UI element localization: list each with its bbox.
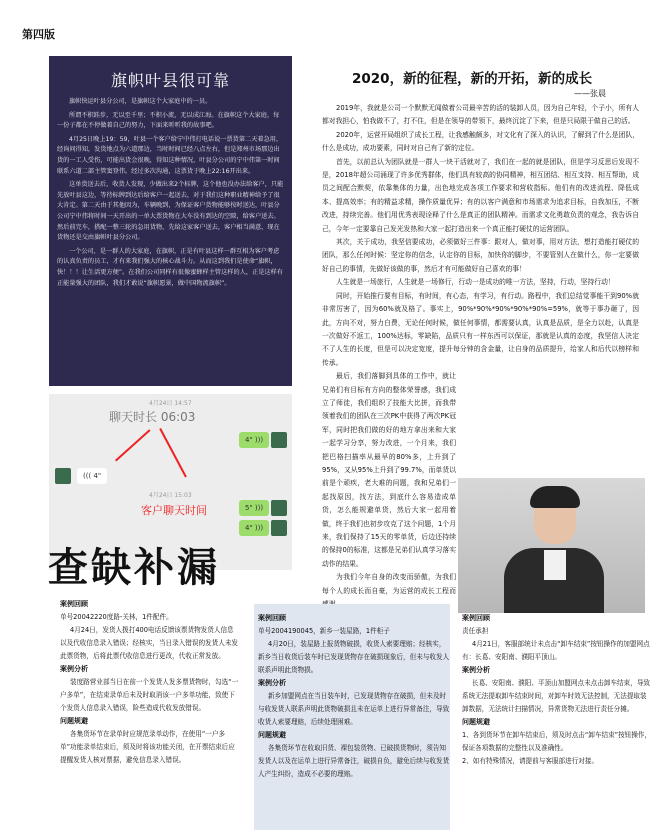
voice-wave-icon: ))) <box>254 504 264 512</box>
case-heading: 案例回顾 <box>258 614 286 622</box>
case-text: 2、如有特殊情况，请提前与客服部进行对接。 <box>462 757 599 765</box>
case-heading: 案例分析 <box>462 666 490 674</box>
voice-duration: 4" <box>245 524 253 532</box>
section-title: 查缺补漏 <box>48 545 220 591</box>
voice-message <box>239 500 269 516</box>
article-paragraph: 最后，我们落脚到具体的工作中，就让兄弟们有目标有方向的整体荣誉感，我们成立了师徒，我们组织了技能大比拼，而我带领着我们的团队在三次PK中获得了两次PK冠军，同时把我们做的好的地方拿出来和大家一起学习分享，努力改进，一个月来，我们把巴格扫描率从最早的80%多，上升到了95%，又从95%上升到了99.7%，而单货以前是个顽疾，老大难的问题，我和兄弟们一起找原因，找方法，到底什么容易造成单货，怎么能规避单货，然后大家一起用着做，终于我们也初步攻克了这个问题，1个月来，我们保持了15天的零单货，后边还持续的保持0的标准，这都是兄弟们认真学习落实动作的结果。 <box>322 372 456 568</box>
case-text: 单号2004190045，新乡一装屋路，1件柜子 <box>258 627 390 635</box>
case-text: 责任承担 <box>462 627 489 635</box>
case-heading: 案例分析 <box>60 665 88 673</box>
annotation-arrow <box>115 429 151 461</box>
article-author: ——张晨 <box>574 89 606 98</box>
case-text: 新乡加盟网点在当日装车时，已发现货物存在破损，但未及时与收发货人联系声明此货物破损且未在运单上进行异常备注，导致收货人索要理赔，后续处理困难。 <box>258 692 450 726</box>
left-story-paragraph: 这单货送去后，收货人发现，少做出来2个标牌，这个他也没办法给客户，只能先放叶县这边，等待标牌到达后给客户一起送去，对于我们这种职业精神给予了很大肯定。第二天由于其他因为，车辆晚到，为保证客户货物能够按时送达，叶县分公司宁中伟将时间一天开出的一单大票货物在大车没有到达的空隙，给客户送去。然后前完车，搭配一整三轮的急用货物，先给这家客户送去，客户相当满意，现在货物还是交由旗帜叶县分公司。 <box>57 181 284 242</box>
left-story-paragraph: 所谓不积跬步，无以至千里；不积小流，无以成江海。在旗帜这个大家庭，每一份子都在不停做着自己的努力，下面来听听我的故事吧。 <box>57 111 280 130</box>
avatar <box>271 500 287 516</box>
case-heading: 问题规避 <box>462 718 490 726</box>
voice-message <box>239 432 269 448</box>
article-paragraph: 人生就是一场旅行，人生就是一场修行，行动一是成功的唯一方法，坚持，行动，坚持行动！ <box>336 278 615 287</box>
article-title: 2020，新的征程，新的开拓，新的成长 <box>352 71 593 87</box>
left-story-title: 旗帜叶县很可靠 <box>110 71 230 90</box>
article-paragraph: 同时，开始推行要有目标，有时间，有心态，有学习，有行动。路程中，我们总结觉事能干到90%就非常厉害了，因为60%就及格了。事实上，90%*90%*90%*90%*90%=59%，就等于事办砸了，因此，方向不对，努力白费，无论任何时候，做任何事情，都需要认真，认真是品质，是全力以赴，认真是一次做好不返工，100%达标，零缺陷，品质只有一样东西可以保证，那就是认真的态度，我坚信人决定不了人生的长度，但是可以决定宽度，提升每分钟的含金量，让自身的品质提升，给家人和后代以榜样和传承。 <box>322 291 639 367</box>
left-story-paragraph: 4月25日晚上19：59，叶县一个客户给宁中伟打电话说一票货第二天着急用，经询问得知，发货地点为六道那边，当时时间已经八点左右，但是郑州市场那边出货的一工人受伤，可能出货会很晚，得知这种情况，叶县分公司的宁中伟第一时间联系六道二部主管窦登伟。经过多次沟通，这票货于晚上22:16开出来。 <box>57 135 283 175</box>
voice-wave-icon: ))) <box>254 436 264 444</box>
chat-timestamp: 4月24日 15:03 <box>149 492 192 499</box>
author-photo <box>458 478 645 613</box>
voice-duration: 5" <box>245 504 253 512</box>
voice-message <box>239 520 269 536</box>
case-text: 单号20042220度路-关林，1件配件。 <box>60 613 173 621</box>
case-heading: 问题规避 <box>258 731 286 739</box>
article-paragraph: 为我们今年自身的改变而骄傲，为我们每个人的成长而自豪，为运营的成长工程而 <box>322 573 456 595</box>
avatar <box>55 468 71 484</box>
edition-label: 第四版 <box>22 28 55 41</box>
left-story-paragraph: 一个公司，是一群人的大家庭，在旗帜，正是有叶县这样一群互相为客户考虑的认真负责的员工，才有来我们强大的核心战斗力。从而这到我们是使命“旗帜，快！！！让生活更方便”。在我们公司同样有很像蜜蜂样主管这样的人，正是这样有正能量强大的团队，我们才敢说“旗帜愿景，做中国物流旗帜”。 <box>57 247 283 287</box>
annotation-arrow <box>159 428 187 478</box>
article-paragraph: 首先，以前总认为团队就是一群人一块干活就对了，我们在一起的就是团队，但是学习反思后发现不是，2018年超公司涌现了许多优秀群体，他们具有较高的协同精神，相互团结、相互支持、相互帮助，成员之间配合默契，依靠集体的力量，出色地完成各项工作要求和营收指标。他们有的改进流程、降低成本、提高效率；有的精益求精，操作质量优异；有的以客户满意和市场需求为追求目标，自我加压，不断改进，持续完善。他们用优秀表现诠释了什么是真正的团队精神。而需求文化勇敢负责的观念，我告诉自己，今年一定要靠自己发光发热和大家一起打造出来一个真正能打硬仗的运营团队。 <box>322 157 639 233</box>
case-heading: 案例回顾 <box>60 600 88 608</box>
voice-wave-icon: ((( <box>83 472 92 480</box>
case-heading: 问题规避 <box>60 717 88 725</box>
avatar <box>271 520 287 536</box>
case-text: 4月21日，客服部统计未点击“卸车结束”按钮操作的加盟网点有：长葛、安阳南、濮阳平顶山。 <box>462 640 650 661</box>
case-column-1 <box>60 598 240 767</box>
case-text: 长葛、安阳南、濮阳、平顶山加盟网点未点击卸车结束，导致系统无法提取卸车结束时间，对卸车时效无法控制，无法提取装卸数据，无法统计扫描情况，异常货物无法进行责任分摊。 <box>462 679 651 713</box>
voice-duration: 4" <box>93 472 102 480</box>
voice-duration: 4" <box>245 436 253 444</box>
case-heading: 案例分析 <box>258 679 286 687</box>
left-story-box <box>49 56 292 386</box>
voice-message <box>77 468 107 484</box>
call-duration-label: 聊天时长 06:03 <box>109 410 196 424</box>
article-paragraph: 2019年，我就是公司一个默默无闻做着公司最辛苦的活的装卸人员，因为自己年轻，个子小，所有人都对我担心，怕我做不了，打不住，但是在领导的带领下，最终沉淀了下来，但是只局限于做自己的活。 <box>322 104 639 126</box>
chat-caption: 客户聊天时间 <box>141 504 207 517</box>
chat-timestamp: 4月24日 14:57 <box>149 400 192 407</box>
voice-wave-icon: ))) <box>254 524 264 532</box>
avatar <box>271 432 287 448</box>
case-text: 1、各到货环节在卸车结束后，须及时点击“卸车结束”按钮操作，保证各项数据的完整性以及准确性。 <box>462 731 652 752</box>
case-text: 4月24日，发货人拨打400电话反馈该票货物发货人信息以及代收信息录入错误；经核实，当日录入错误的发货人未发此票货物，后将此票代收信息进行更改，代收正常发放。 <box>60 626 239 660</box>
case-column-2 <box>254 604 450 830</box>
case-heading: 案例回顾 <box>462 614 490 622</box>
case-text: 装度路营业部当日在前一个发货人发多票货物时，勾选“一户多单”，在结束录单后未及时取消该一户多单功能，致使下个发货人信息录入错误，险些造成代收发放错误。 <box>60 678 239 712</box>
article-paragraph: 其次，关于成功，我坚信要成功，必须做好三件事：跟对人，做对事，用对方法，想打造能打硬仗的团队，那么任何时候：坚定你的信念，认定你的目标，加快你的脚步，不要管别人在做什么，你一定要做好自己的事情，先做好该做的事，然后才有可能做好自己喜欢的事！ <box>322 238 639 273</box>
left-story-paragraph: 旗帜快运叶县分公司，是旗帜这个大家庭中的一员。 <box>69 98 212 105</box>
case-text: 各集货环节在录单时应规范录单动作，在使用“一户多单”功能录单结束后，须及时将该功能关闭，在开票结束后应提醒发货人核对票据，避免信息录入错误。 <box>60 730 235 764</box>
case-text: 4月20日，装屋路上报货物破损，收货人索要理赔；经核实，新乡当日收货后装车时已发现货物存在破损现象后，但未与收发人联系声明此货物损。 <box>258 640 450 674</box>
article-paragraph: 2020年，运营开局组织了成长工程，让我感触颇多，对文化有了深入的认识，了解到了什么是团队，什么是成功，成功要素，同时对自己有了新的定位。 <box>322 130 639 153</box>
case-column-3 <box>462 612 652 768</box>
case-text: 各集货环节在收取旧货、裸包装货物、已破损货物时，须告知发货人以及在运单上进行异常备注，破损自负，避免后续与收发货人产生纠纷，造成不必要的理赔。 <box>258 744 450 778</box>
